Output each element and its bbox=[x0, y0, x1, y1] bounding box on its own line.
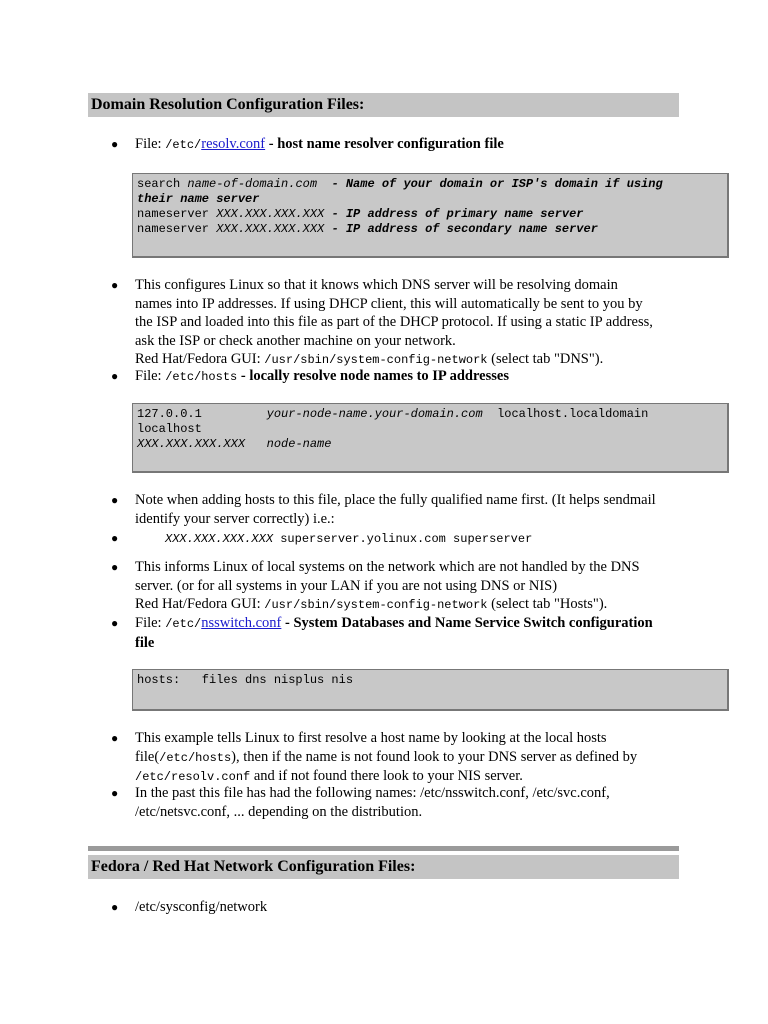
resolv-conf-link[interactable]: resolv.conf bbox=[201, 136, 266, 152]
code-block-nsswitch: hosts: files dns nisplus nis bbox=[132, 669, 729, 711]
list-item-hosts-example: ● XXX.XXX.XXX.XXX superserver.yolinux.com superserver bbox=[111, 531, 533, 546]
gui-hint-hosts: Red Hat/Fedora GUI: /usr/sbin/system-config-network (select tab "Hosts"). bbox=[135, 596, 608, 612]
list-item-nsswitch-explanation: ● This example tells Linux to first resolve a host name by looking at the local hosts file(/etc/hosts), then if the name is not found look to your DNS server as defined by /etc/resolv.conf and if not found there look to your NIS server. bbox=[111, 730, 638, 784]
section-heading-fedora-network: Fedora / Red Hat Network Configuration Files: bbox=[88, 855, 679, 879]
section-divider bbox=[88, 846, 679, 851]
bullet-icon: ● bbox=[111, 369, 119, 383]
list-item-resolv-explanation: ● This configures Linux so that it knows which DNS server will be resolving domain names into IP addresses. If using DHCP client, this will automatically be sent to you by the ISP and loaded into this file as part of the DHCP protocol. If using a static IP address, ask the ISP or check another machine on your network. Red Hat/Fedora GUI: /usr/sbin/system-config-network (select tab "DNS"). bbox=[135, 276, 680, 370]
list-item-hosts-note: ● Note when adding hosts to this file, place the fully qualified name first. (It helps sendmail identify your server correctly) i.e.: bbox=[111, 492, 656, 527]
list-item-sysconfig-network: ● /etc/sysconfig/network bbox=[111, 899, 268, 915]
list-item-nsswitch-conf: ● File: /etc/nsswitch.conf - System Databases and Name Service Switch configuration file bbox=[111, 615, 653, 651]
bullet-icon: ● bbox=[111, 900, 119, 914]
nsswitch-conf-link[interactable]: nsswitch.conf bbox=[201, 615, 282, 631]
bullet-icon: ● bbox=[111, 560, 119, 574]
bullet-icon: ● bbox=[111, 786, 119, 800]
bullet-icon: ● bbox=[111, 531, 119, 545]
code-block-etc-hosts: 127.0.0.1 your-node-name.your-domain.com localhost.localdomain localhost XXX.XXX.XXX.XXX node-name bbox=[132, 403, 729, 473]
section-heading-domain-resolution: Domain Resolution Configuration Files: bbox=[88, 93, 679, 117]
bullet-icon: ● bbox=[111, 278, 119, 292]
list-item-nsswitch-history: ● In the past this file has had the following names: /etc/nsswitch.conf, /etc/svc.conf, /etc/netsvc.conf, ... depending on the distribution. bbox=[111, 785, 610, 820]
list-item-resolv-conf: ● File: /etc/resolv.conf - host name resolver configuration file bbox=[111, 136, 504, 152]
list-item-hosts-info: ● This informs Linux of local systems on the network which are not handled by the DNS server. (or for all systems in your LAN if you are not using DNS or NIS) Red Hat/Fedora GUI: /usr/sbin/system-config-network (select tab "Hosts"). bbox=[135, 558, 680, 615]
list-item-etc-hosts: ● File: /etc/hosts - locally resolve node names to IP addresses bbox=[111, 368, 509, 384]
bullet-icon: ● bbox=[111, 616, 119, 630]
code-block-resolv-conf: search name-of-domain.com - Name of your domain or ISP's domain if using their name server nameserver XXX.XXX.XXX.XXX - IP address of primary name server nameserver XXX.XXX.XXX.XXX - IP address of secondary name server bbox=[132, 173, 729, 258]
bullet-icon: ● bbox=[111, 137, 119, 151]
bullet-icon: ● bbox=[111, 493, 119, 507]
bullet-icon: ● bbox=[111, 731, 119, 745]
gui-hint-dns: Red Hat/Fedora GUI: /usr/sbin/system-config-network (select tab "DNS"). bbox=[135, 351, 604, 367]
